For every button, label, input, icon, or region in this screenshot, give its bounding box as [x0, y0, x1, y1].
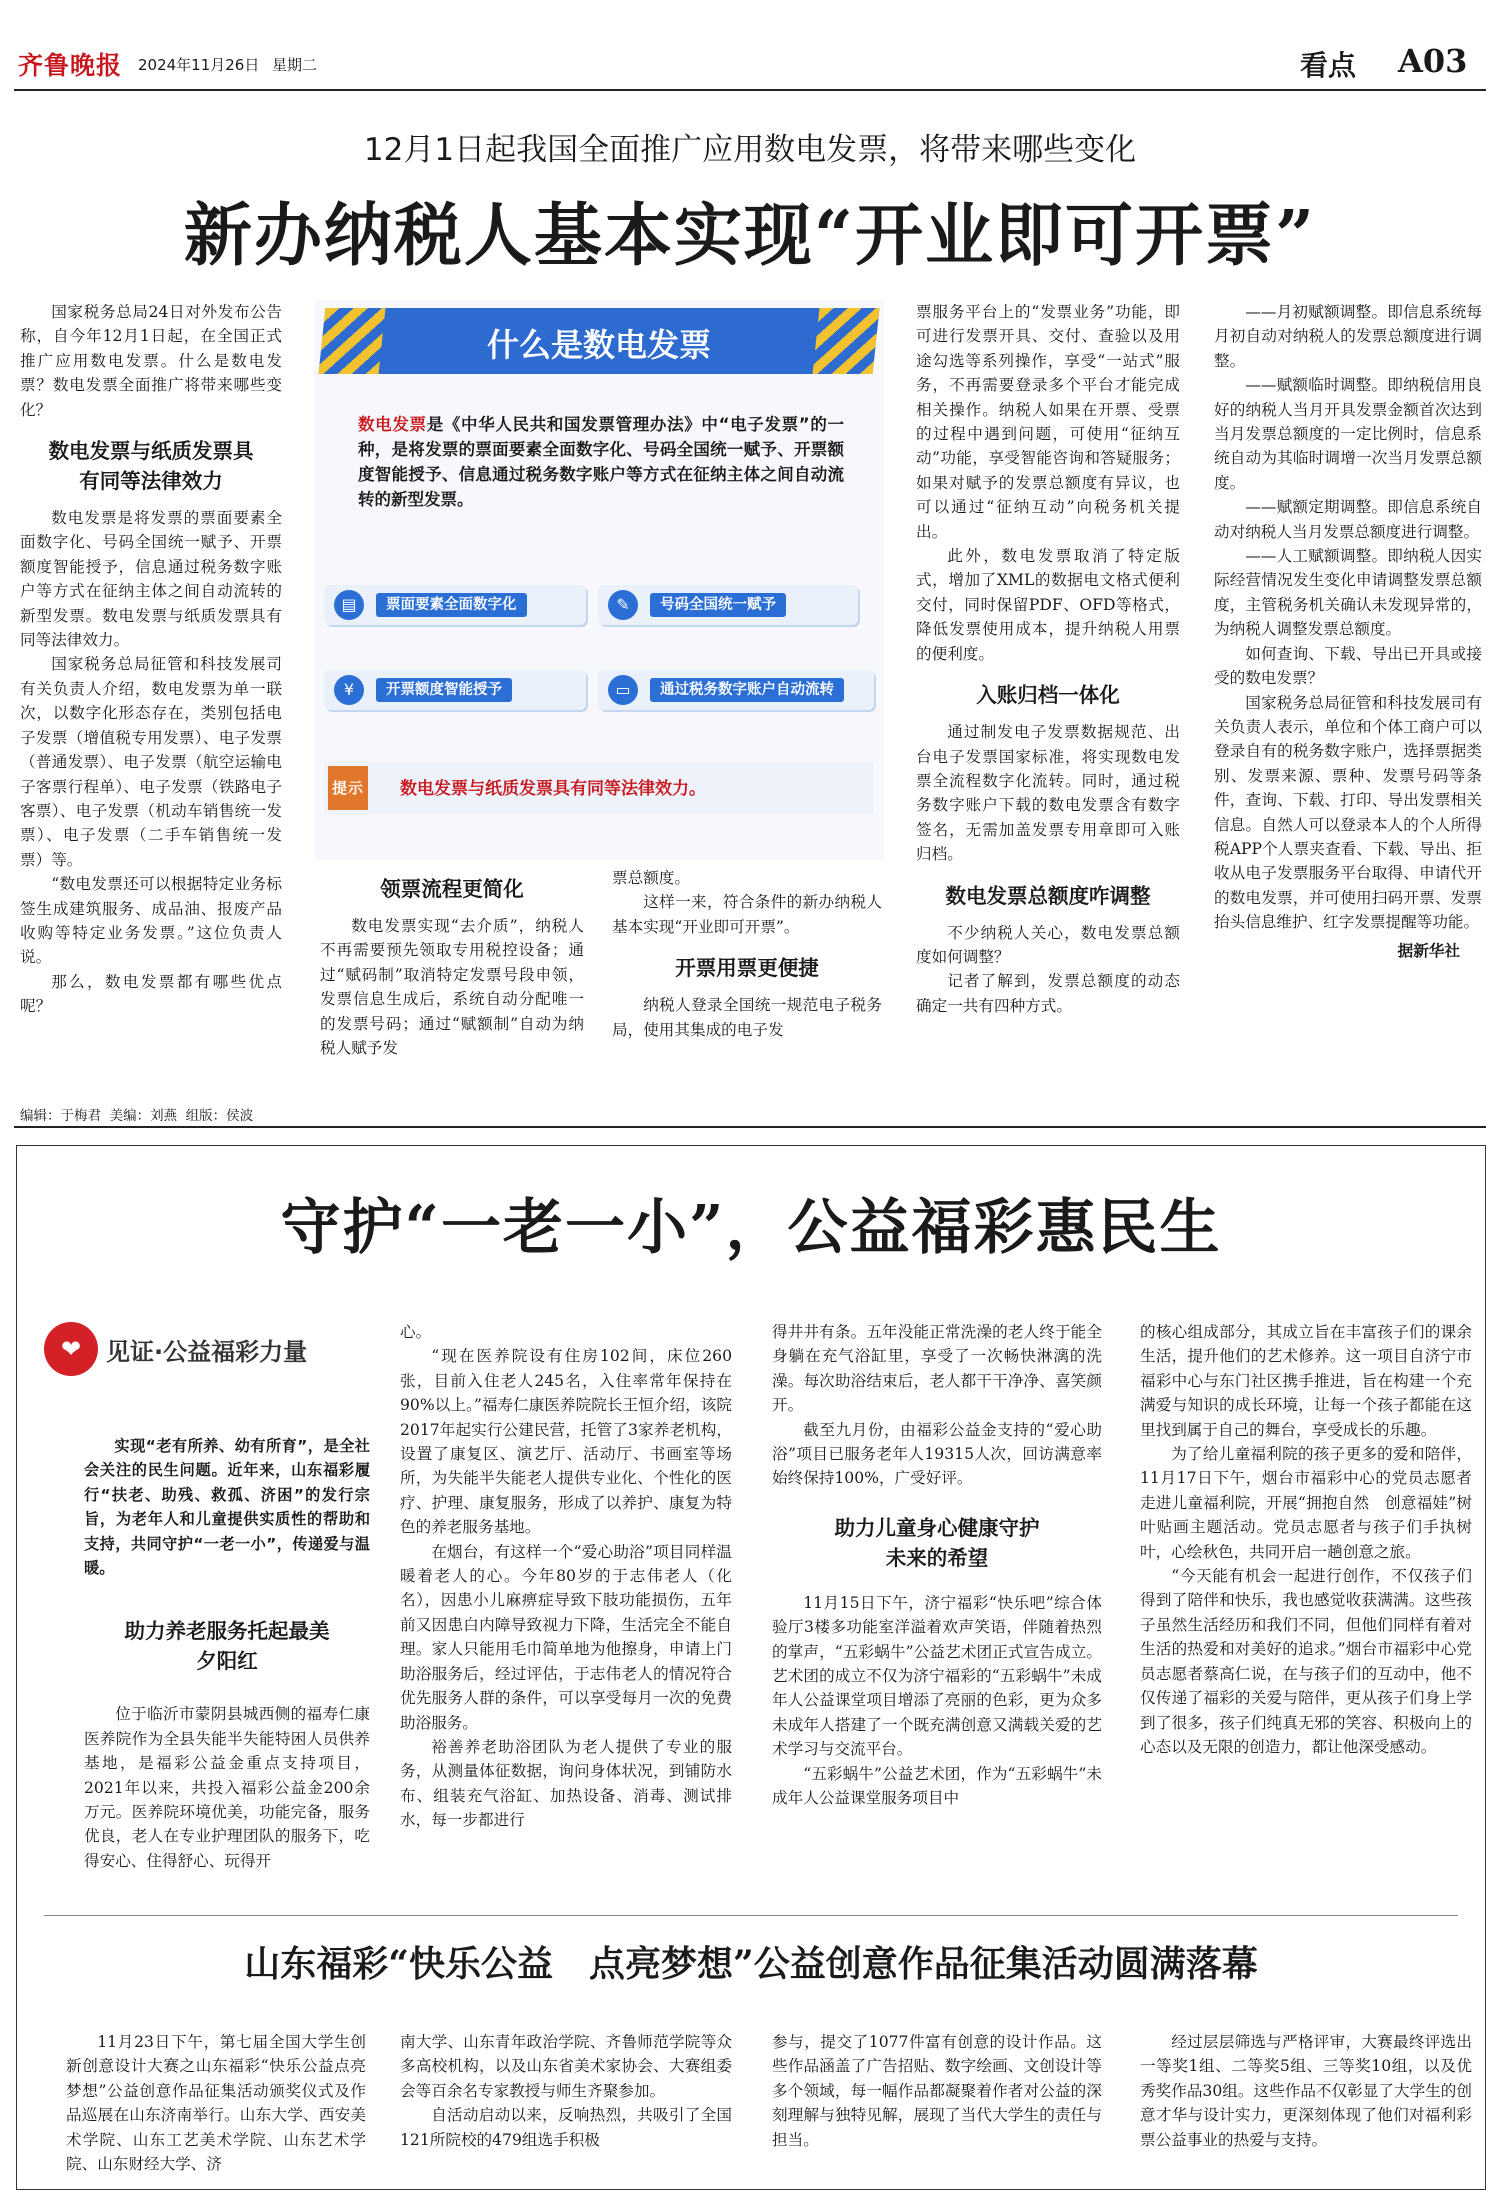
story3-paragraph: 自活动启动以来，反响热烈，共吸引了全国121所院校的479组选手积极 [400, 2106, 732, 2149]
lottery-badge [36, 1318, 356, 1380]
feature-label: 开票额度智能授予 [376, 678, 512, 702]
story2-paragraph: 截至九月份，由福彩公益金支持的“爱心助浴”项目已服务老年人19315人次，回访满意率始终保持100%，广受好评。 [772, 1420, 1102, 1488]
story1-paragraph: 国家税务总局征管和科技发展司有关负责人表示，单位和个体工商户可以登录自有的税务数字账户，选择票据类别、发票来源、票种、发票号码等条件，查询、下载、打印、导出发票相关信息。自然人可以登录本人的个人所得税APP个人票夹查看、下载、导出、拒收从电子发票服务平台取得、申请代开的数电发票，并可使用扫码开票、发票抬头信息维护、红字发票提醒等功能。 [1214, 693, 1482, 932]
story1-paragraph: “数电发票还可以根据特定业务标签生成建筑服务、成品油、报废产品收购等特定业务发票。”这位负责人说。 [20, 875, 282, 967]
story1-paragraph: 通过制发电子发票数据规范、出台电子发票国家标准，将实现数电发票全流程数字化流转。同时，通过税务数字账户下载的数电发票含有数字签名，无需加盖发票专用章即可入账归档。 [916, 723, 1180, 864]
story2-column-4 [1140, 1320, 1472, 2140]
story1-column-2 [320, 870, 584, 1080]
feature-item [598, 585, 858, 625]
tip-badge: 提示 [328, 766, 368, 810]
story3-paragraph: 11月23日下午，第七届全国大学生创新创意设计大赛之山东福彩“快乐公益点亮梦想”公益创意作品征集活动颁奖仪式及作品巡展在山东济南举行。山东大学、西安美术学院、山东工艺美术学院、山东艺术学院、山东财经大学、济 [66, 2033, 366, 2174]
masthead-rule [14, 89, 1486, 91]
story1-intro: 国家税务总局24日对外发布公告称，自今年12月1日起，在全国正式推广应用数电发票。什么是数电发票？数电发票全面推广将带来哪些变化？ [20, 303, 282, 419]
story1-paragraph: 票服务平台上的“发票业务”功能，即可进行发票开具、交付、查验以及用途勾选等系列操作，享受“一站式”服务，不再需要登录多个平台才能完成相关操作。纳税人如果在开票、受票的过程中遇到问题，可使用“征纳互动”功能，享受智能咨询和答疑服务；如果对赋予的发票总额度有异议，也可以通过“征纳互动”向税务机关提出。 [916, 303, 1180, 541]
story1-subhead-legal: 数电发票与纸质发票具有同等法律效力 [48, 439, 254, 494]
story1-column-5 [1214, 300, 1482, 1080]
story1-paragraph: 那么，数电发票都有哪些优点呢？ [20, 972, 282, 1016]
story2-paragraph: 11月15日下午，济宁福彩“快乐吧”综合体验厅3楼多功能室洋溢着欢声笑语，伴随着热烈的掌声，“五彩蜗牛”公益艺术团正式宣告成立。艺术团的成立不仅为济宁福彩的“五彩蜗牛”未成年人公益课堂项目增添了亮丽的色彩，更为众多未成年人搭建了一个既充满创意又满载关爱的艺术学习与交流平台。 [772, 1593, 1102, 1759]
story2-paragraph: “今天能有机会一起进行创作，不仅孩子们得到了陪伴和快乐，我也感觉收获满满。这些孩子虽然生活经历和我们不同，但他们同样有着对生活的热爱和对美好的追求。”烟台市福彩中心党员志愿者蔡高仁说，在与孩子们的互动中，他不仅传递了福彩的关爱与陪伴，更从孩子们身上学到了很多，孩子们纯真无邪的笑容、积极向上的心态以及无限的创造力，都让他深受感动。 [1140, 1567, 1472, 1756]
feature-item [598, 670, 874, 710]
story3-column-4 [1140, 2030, 1472, 2180]
story1-paragraph: 数电发票是将发票的票面要素全面数字化、号码全国统一赋予、开票额度智能授予，信息通过税务数字账户等方式在征纳主体之间自动流转的新型发票。数电发票与纸质发票具有同等法律效力。 [20, 509, 282, 650]
story2-paragraph: 位于临沂市蒙阴县城西侧的福寿仁康医养院作为全县失能半失能特困人员供养基地，是福彩公益金重点支持项目，2021年以来，共投入福彩公益金200余万元。医养院环境优美，功能完备，服务优良，老人在专业护理团队的服务下，吃得安心、住得舒心、玩得开 [84, 1705, 370, 1870]
story1-paragraph: 票总额度。 [612, 869, 690, 887]
definition-box [358, 412, 844, 542]
infographic-title: 什么是数电发票 [486, 326, 711, 364]
monitor-icon: ▭ [608, 675, 638, 705]
story3-paragraph: 参与，提交了1077件富有创意的设计作品。这些作品涵盖了广告招贴、数字绘画、文创设计等多个领域，每一幅作品都凝聚着作者对公益的深刻理解与独特见解，展现了当代大学生的责任与担当。 [772, 2033, 1102, 2149]
story2-subhead-children: 助力儿童身心健康守护未来的希望 [834, 1515, 1040, 1570]
story3-column-1 [66, 2030, 366, 2180]
story1-paragraph: ——人工赋额调整。即纳税人因实际经营情况发生变化申请调整发票总额度，主管税务机关确认未发现异常的，为纳税人调整发票总额度。 [1214, 547, 1482, 639]
feature-item [324, 670, 586, 710]
masthead [0, 0, 1500, 95]
story3-column-2 [400, 2030, 732, 2180]
story1-kicker: 12月1日起我国全面推广应用数电发票，将带来哪些变化 [363, 132, 1137, 168]
story1-headline: 新办纳税人基本实现“开业即可开票” [183, 196, 1317, 276]
story1-subhead-convenience: 开票用票更便捷 [675, 956, 819, 981]
section-name: 看点 [1300, 49, 1357, 82]
story2-column-2 [400, 1320, 732, 2140]
story1-paragraph: 记者了解到，发票总额度的动态确定一共有四种方式。 [916, 972, 1180, 1015]
feature-label: 通过税务数字账户自动流转 [650, 678, 844, 702]
definition-text: 是《中华人民共和国发票管理办法》中“电子发票”的一种，是将发票的票面要素全面数字化、号码全国统一赋予、开票额度智能授予、信息通过税务数字账户等方式在征纳主体之间自动流转的新型发票。 [358, 415, 844, 509]
story2-paragraph: 心。 [400, 1323, 432, 1341]
story1-bottom-rule [14, 1126, 1486, 1128]
story1-paragraph: 此外，数电发票取消了特定版式，增加了XML的数据电文格式便利交付，同时保留PDF、OFD等格式，降低发票使用成本，提升纳税人用票的便利度。 [916, 547, 1180, 663]
story3-column-3 [772, 2030, 1102, 2180]
story1-paragraph: 数电发票实现“去介质”，纳税人不再需要预先领取专用税控设备；通过“赋码制”取消特定发票号段申领，发票信息生成后，系统自动分配唯一的发票号码；通过“赋额制”自动为纳税人赋予发 [320, 917, 584, 1058]
tip-bar [324, 762, 874, 814]
story3-paragraph: 南大学、山东青年政治学院、齐鲁师范学院等众多高校机构，以及山东省美术家协会、大赛组委会等百余名专家教授与师生齐聚参加。 [400, 2033, 732, 2100]
story1-column-3 [612, 866, 882, 1080]
story3-paragraph: 经过层层筛选与严格评审，大赛最终评选出一等奖1组、二等奖5组、三等奖10组，以及优秀奖作品30组。这些作品不仅彰显了大学生的创意才华与设计实力，更深刻体现了他们对福利彩票公益事业的热爱与支持。 [1140, 2033, 1472, 2149]
issue-weekday: 星期二 [272, 56, 318, 74]
story1-paragraph: ——月初赋额调整。即信息系统每月初自动对纳税人的发票总额度进行调整。 [1214, 303, 1482, 370]
definition-term: 数电发票 [358, 415, 427, 434]
badge-label: 见证·公益福彩力量 [106, 1338, 308, 1366]
story1-column-1 [20, 300, 282, 1080]
story1-column-4 [916, 300, 1180, 1080]
story1-paragraph: 纳税人登录全国统一规范电子税务局，使用其集成的电子发 [612, 996, 882, 1039]
heart-logo-icon: ❤ [44, 1322, 98, 1376]
story2-paragraph: 在烟台，有这样一个“爱心助浴”项目同样温暖着老人的心。今年80岁的于志伟老人（化名），因患小儿麻痹症导致下肢功能损伤，五年前又因患白内障导致视力下降，生活完全不能自理。家人只能用毛巾简单地为他擦身，申请上门助浴服务后，经过评估，于志伟老人的情况符合优先服务人群的条件，可以享受每月一次的免费助浴服务。 [400, 1542, 732, 1732]
story2-paragraph: 为了给儿童福利院的孩子更多的爱和陪伴，11月17日下午，烟台市福彩中心的党员志愿者走进儿童福利院，开展“拥抱自然 创意福娃”树叶贴画主题活动。党员志愿者与孩子们手执树叶，心绘秋色，共同开启一趟创意之旅。 [1140, 1445, 1472, 1561]
story2-paragraph: 的核心组成部分，其成立旨在丰富孩子们的课余生活，提升他们的艺术修养。这一项目自济宁市福彩中心与东门社区携手推进，旨在构建一个充满爱与知识的成长环境，让每一个孩子都能在这里找到属于自己的舞台，享受成长的乐趣。 [1140, 1323, 1472, 1439]
story2-paragraph: 得井井有条。五年没能正常洗澡的老人终于能全身躺在充气浴缸里，享受了一次畅快淋漓的洗澡。每次助浴结束后，老人都干干净净、喜笑颜开。 [772, 1323, 1102, 1415]
infographic-panel [314, 300, 884, 860]
story1-subhead-archive: 入账归档一体化 [976, 683, 1120, 708]
story1-source: 据新华社 [1397, 941, 1460, 960]
story3-top-rule [44, 1915, 1458, 1916]
yuan-icon: ¥ [334, 675, 364, 705]
editor-credits: 编辑：于梅君 美编：刘燕 组版：侯波 [20, 1108, 254, 1124]
story1-paragraph: 国家税务总局征管和科技发展司有关负责人介绍，数电发票为单一联次，以数字化形态存在，类别包括电子发票（增值税专用发票）、电子发票（普通发票）、电子发票（航空运输电子客票行程单）、电子发票（铁路电子客票）、电子发票（机动车销售统一发票）、电子发票（二手车销售统一发票）等。 [20, 655, 282, 869]
feature-label: 号码全国统一赋予 [650, 593, 786, 617]
feature-item [324, 585, 586, 625]
tip-text: 数电发票与纸质发票具有同等法律效力。 [400, 779, 706, 799]
story1-paragraph: 不少纳税人关心，数电发票总额度如何调整？ [916, 923, 1180, 966]
story1-subhead-quota: 数电发票总额度咋调整 [945, 883, 1151, 908]
issue-date: 2024年11月26日 [138, 56, 260, 74]
document-icon: ▤ [334, 590, 364, 620]
page-number: A03 [1398, 42, 1468, 80]
story2-subhead-elderly: 助力养老服务托起最美夕阳红 [124, 1619, 330, 1674]
feature-label: 票面要素全面数字化 [376, 593, 527, 617]
newspaper-logo: 齐鲁晚报 [18, 51, 123, 80]
pen-icon: ✎ [608, 590, 638, 620]
story2-paragraph: “现在医养院设有住房102间，床位260张，目前入住老人245名，入住率常年保持在90%以上。”福寿仁康医养院院长王恒介绍，该院2017年起实行公建民营，托管了3家养老机构，设置了康复区、演艺厅、活动厅、书画室等场所，为失能半失能老人提供专业化、个性化的医疗、护理、康复服务，形成了以养护、康复为特色的养老服务基地。 [400, 1347, 732, 1537]
story1-subhead-process: 领票流程更简化 [380, 877, 524, 901]
story1-paragraph: ——赋额定期调整。即信息系统自动对纳税人当月发票总额度进行调整。 [1214, 498, 1482, 541]
story2-intro: 实现“老有所养、幼有所育”，是全社会关注的民生问题。近年来，山东福彩履行“扶老、助残、救孤、济困”的发行宗旨，为老年人和儿童提供实质性的帮助和支持，共同守护“一老一小”，传递爱与温暖。 [84, 1437, 370, 1578]
story3-headline: 山东福彩“快乐公益 点亮梦想”公益创意作品征集活动圆满落幕 [244, 1943, 1258, 1985]
story1-paragraph: 如何查询、下载、导出已开具或接受的数电发票？ [1214, 644, 1482, 688]
story2-paragraph: 裕善养老助浴团队为老人提供了专业的服务，从测量体征数据，询问身体状况，到铺防水布、组装充气浴缸、加热设备、消毒、测试排水，每一步都进行 [400, 1737, 732, 1830]
story1-paragraph: 这样一来，符合条件的新办纳税人基本实现“开业即可开票”。 [612, 893, 882, 936]
story1-paragraph: ——赋额临时调整。即纳税信用良好的纳税人当月开具发票金额首次达到当月发票总额度的一定比例时，信息系统自动为其临时调增一次当月发票总额度。 [1214, 376, 1482, 492]
story2-headline: 守护“一老一小”，公益福彩惠民生 [280, 1193, 1222, 1263]
story2-paragraph: “五彩蜗牛”公益艺术团，作为“五彩蜗牛”未成年人公益课堂服务项目中 [772, 1764, 1102, 1808]
story2-column-3 [772, 1320, 1102, 2140]
